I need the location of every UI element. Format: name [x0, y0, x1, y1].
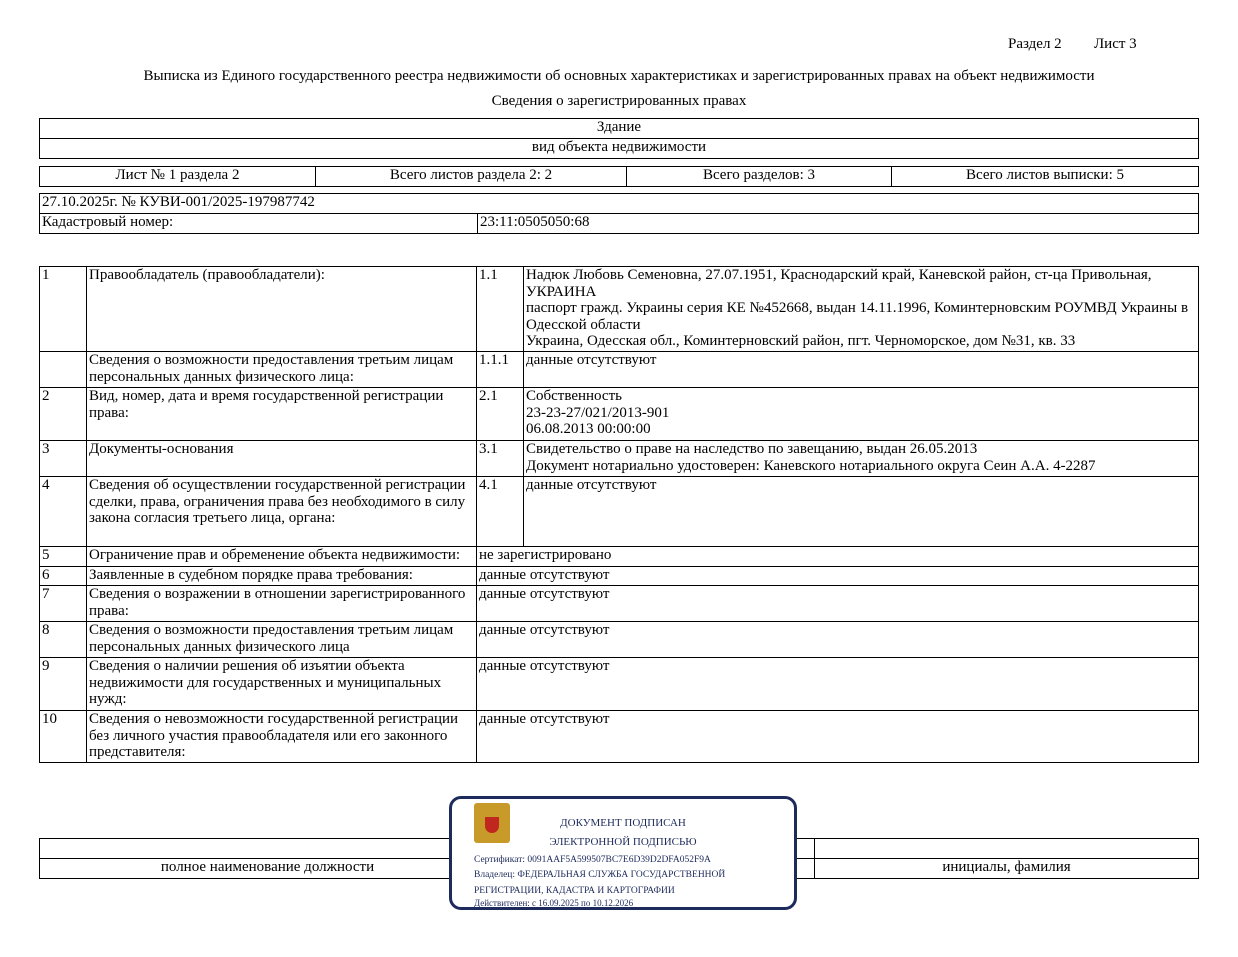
row-number: 9 — [40, 658, 87, 711]
row-number: 10 — [40, 711, 87, 763]
row-label: Документы-основания — [87, 441, 477, 477]
row-subnumber: 1.1 — [477, 267, 524, 352]
row-subnumber: 1.1.1 — [477, 352, 524, 388]
row-value: данные отсутствуют — [524, 352, 1199, 388]
row-label: Сведения о наличии решения об изъятии объекта недвижимости для государственных и муниципальных нужд: — [87, 658, 477, 711]
row-value: данные отсутствуют — [477, 658, 1199, 711]
row-number — [40, 352, 87, 388]
table-row — [40, 711, 1199, 763]
row-subnumber: 4.1 — [477, 477, 524, 547]
row-number: 3 — [40, 441, 87, 477]
row-number: 8 — [40, 622, 87, 658]
extract-date-number: 27.10.2025г. № КУВИ-001/2025-197987742 — [40, 194, 1199, 214]
table-row — [40, 477, 1199, 547]
name-label: инициалы, фамилия — [815, 859, 1199, 879]
table-row — [40, 441, 1199, 477]
row-subnumber: 2.1 — [477, 388, 524, 441]
row-number: 4 — [40, 477, 87, 547]
row-label: Сведения о возражении в отношении зарегистрированного права: — [87, 586, 477, 622]
row-label: Заявленные в судебном порядке права требования: — [87, 567, 477, 586]
row-label: Сведения о невозможности государственной регистрации без личного участия правообладателя или его законного представителя: — [87, 711, 477, 763]
row-value: Надюк Любовь Семеновна, 27.07.1951, Краснодарский край, Каневской район, ст-ца Привольная, УКРАИНА паспорт гражд. Украины серия КЕ №452668, выдан 14.11.1996, Коминтерновским РОУМВД Украины в Одесской области Украина, Одесская обл., Коминтерновский район, пгт. Черноморское, дом №31, кв. 33 — [524, 267, 1199, 352]
row-value: данные отсутствуют — [477, 711, 1199, 763]
sheets-table — [39, 166, 1199, 187]
stamp-valid: Действителен: с 16.09.2025 по 10.12.2026 — [474, 898, 634, 908]
stamp-line1: ДОКУМЕНТ ПОДПИСАН — [560, 817, 686, 829]
total-sections: Всего разделов: 3 — [627, 167, 892, 187]
table-row — [40, 586, 1199, 622]
row-number: 6 — [40, 567, 87, 586]
row-label: Сведения об осуществлении государственной регистрации сделки, права, ограничения права без необходимого в силу закона согласия третьего лица, органа: — [87, 477, 477, 547]
row-value: данные отсутствуют — [477, 567, 1199, 586]
sheet-label: Лист 3 — [1094, 36, 1137, 52]
table-row — [40, 658, 1199, 711]
extract-info-table — [39, 193, 1199, 234]
row-label: Правообладатель (правообладатели): — [87, 267, 477, 352]
row-value: данные отсутствуют — [477, 622, 1199, 658]
object-type-label: вид объекта недвижимости — [40, 139, 1199, 159]
row-value: Собственность 23-23-27/021/2013-901 06.08.2013 00:00:00 — [524, 388, 1199, 441]
electronic-signature-stamp — [449, 796, 797, 910]
table-row — [40, 352, 1199, 388]
section-label: Раздел 2 — [1008, 36, 1062, 52]
stamp-owner-1: Владелец: ФЕДЕРАЛЬНАЯ СЛУЖБА ГОСУДАРСТВЕННОЙ — [474, 870, 726, 880]
rights-table — [39, 266, 1199, 763]
stamp-line2: ЭЛЕКТРОННОЙ ПОДПИСЬЮ — [549, 836, 697, 848]
cadastral-label: Кадастровый номер: — [40, 214, 478, 234]
document-title: Выписка из Единого государственного реестра недвижимости об основных характеристиках и зарегистрированных правах на объект недвижимости — [143, 68, 1095, 84]
table-row — [40, 622, 1199, 658]
sheet-of-section: Лист № 1 раздела 2 — [40, 167, 316, 187]
row-number: 2 — [40, 388, 87, 441]
row-label: Сведения о возможности предоставления третьим лицам персональных данных физического лица — [87, 622, 477, 658]
row-value: Свидетельство о праве на наследство по завещанию, выдан 26.05.2013 Документ нотариально удостоверен: Каневского нотариального округа Сеин А.А. 4-2287 — [524, 441, 1199, 477]
row-number: 1 — [40, 267, 87, 352]
row-value: не зарегистрировано — [477, 547, 1199, 567]
row-value: данные отсутствуют — [524, 477, 1199, 547]
row-label: Сведения о возможности предоставления третьим лицам персональных данных физического лица: — [87, 352, 477, 388]
total-sheets: Всего листов выписки: 5 — [892, 167, 1199, 187]
row-label: Ограничение прав и обременение объекта недвижимости: — [87, 547, 477, 567]
row-subnumber: 3.1 — [477, 441, 524, 477]
document-subtitle: Сведения о зарегистрированных правах — [491, 93, 747, 109]
stamp-certificate: Сертификат: 0091AAF5A599507BC7E6D39D2DFA052F9A — [474, 855, 711, 865]
position-label: полное наименование должности — [40, 859, 496, 879]
row-value: данные отсутствуют — [477, 586, 1199, 622]
table-row — [40, 388, 1199, 441]
total-section-sheets: Всего листов раздела 2: 2 — [316, 167, 627, 187]
cadastral-number: 23:11:0505050:68 — [478, 214, 1199, 234]
row-number: 7 — [40, 586, 87, 622]
table-row — [40, 547, 1199, 567]
row-number: 5 — [40, 547, 87, 567]
table-row — [40, 567, 1199, 586]
stamp-owner-2: РЕГИСТРАЦИИ, КАДАСТРА И КАРТОГРАФИИ — [474, 886, 675, 896]
object-type-table — [39, 118, 1199, 159]
object-type: Здание — [40, 119, 1199, 139]
row-label: Вид, номер, дата и время государственной регистрации права: — [87, 388, 477, 441]
table-row — [40, 267, 1199, 352]
